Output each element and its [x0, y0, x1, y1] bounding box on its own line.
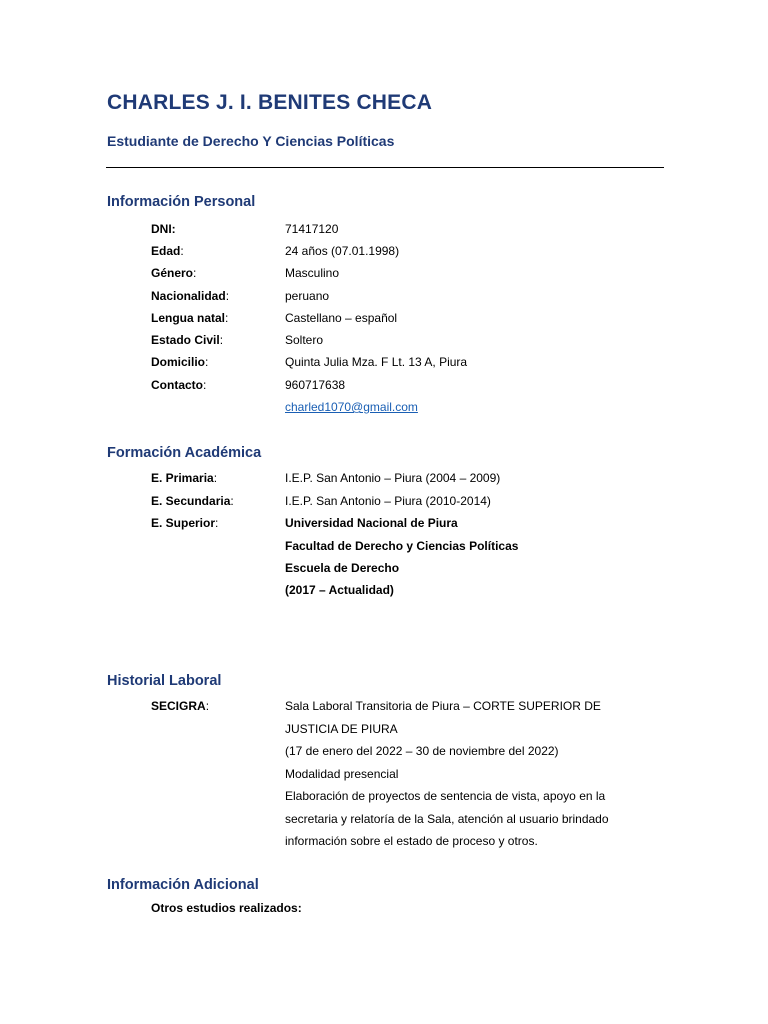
academic-row-school: [151, 557, 671, 579]
work-line: Modalidad presencial: [285, 766, 399, 781]
personal-value: peruano: [285, 289, 330, 303]
academic-label: E. Secundaria: [151, 494, 231, 508]
candidate-subtitle: Estudiante de Derecho Y Ciencias Políticas: [107, 133, 395, 149]
email-link[interactable]: charled1070@gmail.com: [285, 400, 418, 414]
personal-label: Lengua natal: [151, 311, 226, 325]
personal-label: Estado Civil: [151, 333, 220, 347]
section-title-academic: Formación Académica: [107, 445, 262, 461]
other-studies-label: Otros estudios realizados:: [151, 901, 302, 915]
academic-row-period: [151, 579, 671, 601]
section-title-work-text: Historial Laboral: [107, 673, 222, 689]
personal-row-nacionalidad: Nacionalidad: peruano: [151, 285, 671, 307]
personal-value: Masculino: [285, 266, 340, 280]
personal-value: Quinta Julia Mza. F Lt. 13 A, Piura: [285, 355, 468, 369]
work-line: (17 de enero del 2022 – 30 de noviembre del 2022): [285, 744, 559, 758]
academic-school: Escuela de Derecho: [285, 561, 400, 575]
personal-row-estado-civil: Estado Civil: Soltero: [151, 329, 671, 351]
section-title-personal: Información Personal: [107, 194, 256, 210]
personal-label: Nacionalidad: [151, 289, 226, 303]
work-row-secigra: SECIGRA:: [151, 699, 210, 713]
personal-label: Género: [151, 266, 194, 280]
section-title-work: [107, 673, 221, 689]
academic-label: E. Superior: [151, 516, 216, 530]
academic-row-secundaria: E. Secundaria: I.E.P. San Antonio – Piura (2010-2014): [151, 490, 671, 512]
personal-row-lengua: Lengua natal: Castellano – español: [151, 307, 671, 329]
personal-value: Castellano – español: [285, 311, 398, 325]
personal-label: Contacto: [151, 378, 203, 392]
academic-row-faculty: [151, 535, 671, 557]
header-divider: [106, 167, 664, 168]
work-line: secretaria y relatoría de la Sala, atención al usuario brindado: [285, 811, 609, 826]
academic-value: I.E.P. San Antonio – Piura (2010-2014): [285, 494, 491, 508]
work-description: [285, 695, 645, 853]
candidate-name: CHARLES J. I. BENITES CHECA: [107, 91, 433, 114]
academic-value: I.E.P. San Antonio – Piura (2004 – 2009): [285, 471, 501, 485]
academic-period: (2017 – Actualidad): [285, 583, 394, 597]
personal-value: 24 años (07.01.1998): [285, 244, 400, 258]
personal-label: Edad: [151, 244, 181, 258]
academic-label: E. Primaria: [151, 471, 214, 485]
personal-label: Domicilio: [151, 355, 206, 369]
personal-row-contacto: Contacto: 960717638: [151, 374, 671, 396]
personal-row-dni: [151, 218, 671, 240]
personal-label: DNI:: [151, 222, 176, 236]
personal-value: Soltero: [285, 333, 324, 347]
section-title-additional: Información Adicional: [107, 877, 259, 893]
work-line: Elaboración de proyectos de sentencia de vista, apoyo en la: [285, 789, 606, 803]
academic-faculty: Facultad de Derecho y Ciencias Políticas: [285, 539, 519, 553]
work-line: Sala Laboral Transitoria de Piura – CORTE SUPERIOR DE: [285, 699, 601, 713]
academic-row-superior: E. Superior: Universidad Nacional de Piura: [151, 512, 671, 534]
personal-value: 960717638: [285, 378, 346, 392]
work-line: información sobre el estado de proceso y otros.: [285, 834, 538, 848]
work-label: SECIGRA: [151, 699, 206, 713]
personal-value: 71417120: [285, 222, 339, 236]
personal-row-email: [151, 396, 671, 418]
work-line: JUSTICIA DE PIURA: [285, 721, 398, 736]
personal-row-domicilio: Domicilio: Quinta Julia Mza. F Lt. 13 A, Piura: [151, 351, 671, 373]
personal-row-edad: Edad: 24 años (07.01.1998): [151, 240, 671, 262]
academic-row-primaria: E. Primaria: I.E.P. San Antonio – Piura (2004 – 2009): [151, 467, 671, 489]
personal-row-genero: Género: Masculino: [151, 262, 671, 284]
academic-value: Universidad Nacional de Piura: [285, 516, 458, 530]
